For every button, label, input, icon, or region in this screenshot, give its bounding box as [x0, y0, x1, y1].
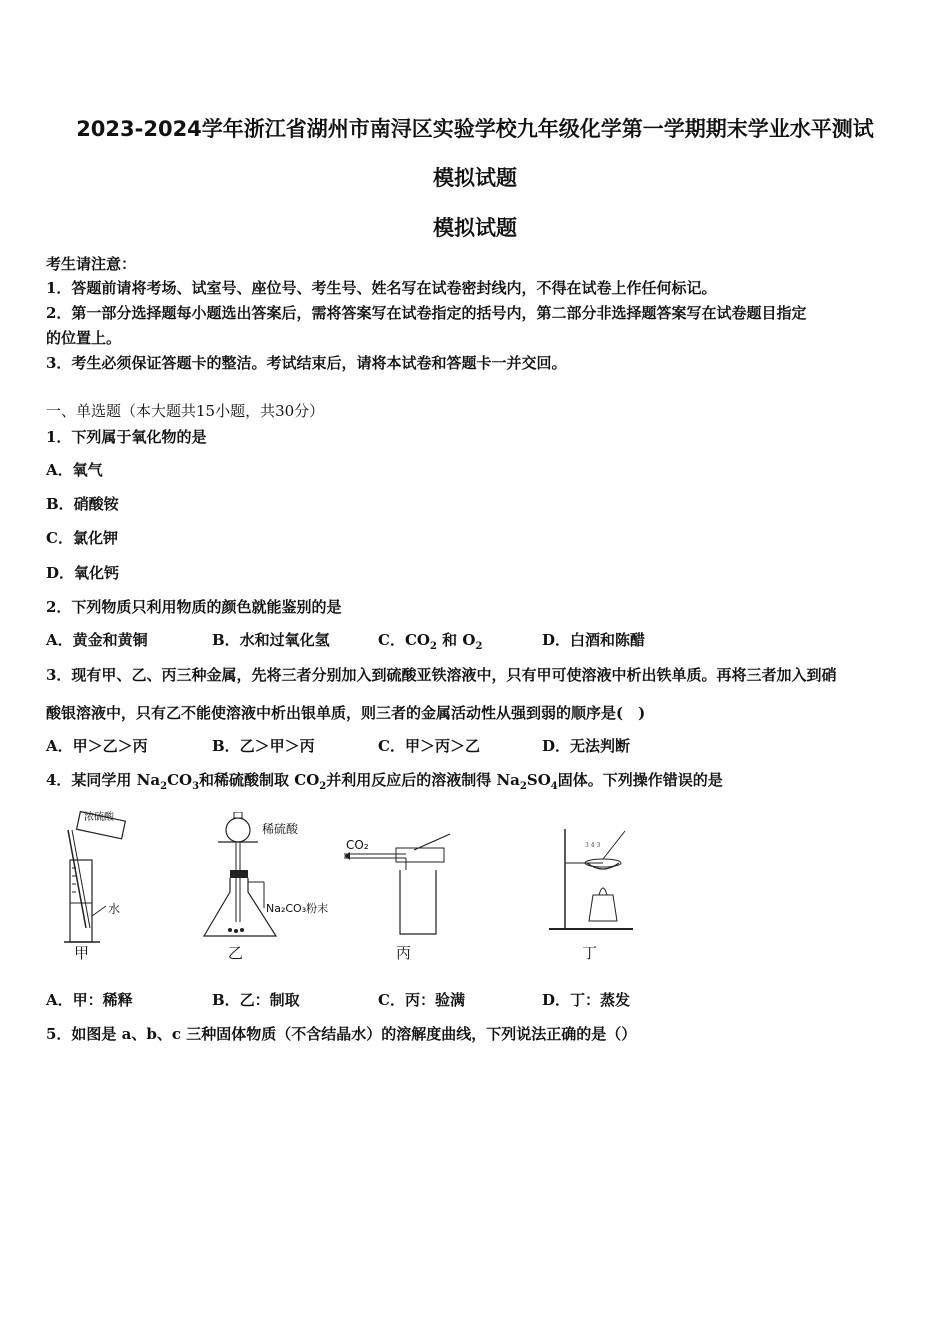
q4-option-a: A．甲：稀释: [46, 991, 133, 1009]
q2-option-a: A．黄金和黄铜: [46, 631, 148, 649]
q3-stem-line1: 3．现有甲、乙、丙三种金属，先将三者分别加入到硫酸亚铁溶液中，只有甲可使溶液中析出铁单质。再将三者加入到硝: [46, 666, 837, 684]
label-bing: 丙: [396, 944, 412, 962]
label-yi: 乙: [228, 944, 244, 962]
evaporation-apparatus: [545, 825, 645, 940]
q4-stem: 4．某同学用 $Na_2CO_3$和稀硫酸制取 $CO_2$并利用反应后的溶液制得 $Na_2SO_4$固体。下列操作错误的是: [46, 771, 723, 792]
q2-option-d: D．白酒和陈醋: [542, 631, 646, 649]
q3-option-b: B．乙＞甲＞丙: [212, 737, 315, 755]
notice-item-2-cont: 的位置上。: [46, 329, 122, 347]
label-co2: CO₂: [346, 838, 369, 852]
q4-option-b: B．乙：制取: [212, 991, 300, 1009]
label-dilute-acid: 稀硫酸: [262, 822, 299, 836]
dilution-apparatus: [60, 808, 140, 948]
label-jia: 甲: [74, 944, 90, 962]
q1-option-b: B．硝酸铵: [46, 495, 119, 513]
q3-option-a: A．甲＞乙＞丙: [46, 737, 148, 755]
q2-option-c: C．$CO_2$ 和 $O_2$: [378, 631, 483, 652]
q2-stem: 2．下列物质只利用物质的颜色就能鉴别的是: [46, 598, 342, 616]
label-ding: 丁: [582, 944, 598, 962]
exam-title-line2: 模拟试题: [433, 166, 517, 190]
q1-option-a: A．氧气: [46, 461, 103, 479]
label-powder: Na₂CO₃粉末: [266, 902, 329, 915]
exam-title-line1: 2023-2024学年浙江省湖州市南浔区实验学校九年级化学第一学期期末学业水平测试: [76, 117, 874, 141]
section-heading: 一、单选题（本大题共15小题，共30分）: [46, 402, 325, 420]
svg-text:3 4 3: 3 4 3: [585, 842, 601, 849]
notice-item-3: 3．考生必须保证答题卡的整洁。考试结束后，请将本试卷和答题卡一并交回。: [46, 354, 567, 372]
q1-stem: 1．下列属于氧化物的是: [46, 428, 207, 446]
q1-option-c: C．氯化钾: [46, 529, 118, 547]
q1-option-d: D．氧化钙: [46, 564, 120, 582]
q3-option-d: D．无法判断: [542, 737, 631, 755]
apparatus-figure: [0, 800, 950, 970]
q4-option-d: D．丁：蒸发: [542, 991, 631, 1009]
q5-stem: 5．如图是 a、b、c 三种固体物质（不含结晶水）的溶解度曲线，下列说法正确的是（）: [46, 1025, 637, 1043]
notice-item-2: 2．第一部分选择题每小题选出答案后，需将答案写在试卷指定的括号内，第二部分非选择题答案写在试卷题目指定: [46, 304, 807, 322]
q3-option-c: C．甲＞丙＞乙: [378, 737, 480, 755]
label-water: 水: [108, 902, 121, 916]
notice-heading: 考生请注意：: [46, 255, 137, 273]
q3-stem-line2: 酸银溶液中，只有乙不能使溶液中析出银单质，则三者的金属活动性从强到弱的顺序是( ): [46, 704, 646, 722]
q2-option-b: B．水和过氧化氢: [212, 631, 330, 649]
label-conc-acid: 浓硫酸: [84, 812, 114, 823]
q4-option-c: C．丙：验满: [378, 991, 465, 1009]
notice-item-1: 1．答题前请将考场、试室号、座位号、考生号、姓名写在试卷密封线内，不得在试卷上作任何标记。: [46, 279, 717, 297]
exam-title-line3: 模拟试题: [433, 216, 517, 240]
